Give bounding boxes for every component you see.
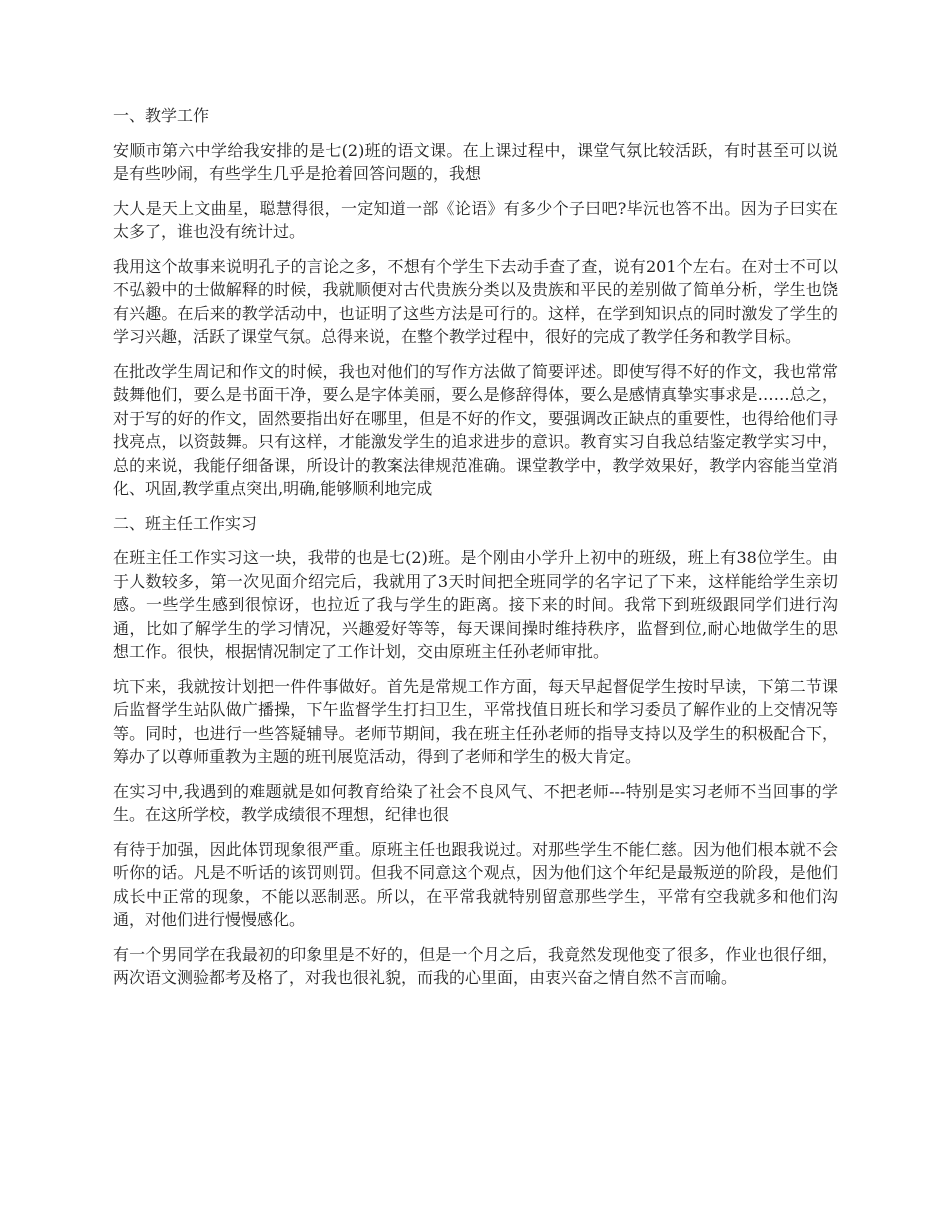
paragraph: 在批改学生周记和作文的时候，我也对他们的写作方法做了简要评述。即使写得不好的作文，我也常常鼓舞他们，要么是书面干净，要么是字体美丽，要么是修辞得体，要么是感情真挚实事求是……总之，对于写的好的作文，固然要指出好在哪里，但是不好的作文，要强调改正缺点的重要性，也得给他们寻找亮点，以资鼓舞。只有这样，才能激发学生的追求进步的意识。教育实习自我总结鉴定教学实习中，总的来说，我能仔细备课，所设计的教案法律规范准确。课堂教学中，教学效果好，教学内容能当堂消化、巩固,教学重点突出,明确,能够顺利地完成 <box>113 361 838 498</box>
paragraph: 有待于加强，因此体罚现象很严重。原班主任也跟我说过。对那些学生不能仁慈。因为他们根本就不会听你的话。凡是不听话的该罚则罚。但我不同意这个观点，因为他们这个年纪是最叛逆的阶段，是他们成长中正常的现象，不能以恶制恶。所以，在平常我就特别留意那些学生，平常有空我就多和他们沟通，对他们进行慢慢感化。 <box>113 839 838 929</box>
paragraph: 大人是天上文曲星，聪慧得很，一定知道一部《论语》有多少个子曰吧?毕沅也答不出。因为子曰实在太多了，谁也没有统计过。 <box>113 198 838 241</box>
paragraph: 我用这个故事来说明孔子的言论之多，不想有个学生下去动手查了查，说有201个左右。在对士不可以不弘毅中的士做解释的时候，我就顺便对古代贵族分类以及贵族和平民的差别做了简单分析，学生也饶有兴趣。在后来的教学活动中，也证明了这些方法是可行的。这样，在学到知识点的同时激发了学生的学习兴趣，活跃了课堂气氛。总得来说，在整个教学过程中，很好的完成了教学任务和教学目标。 <box>113 256 838 346</box>
paragraph: 安顺市第六中学给我安排的是七(2)班的语文课。在上课过程中，课堂气氛比较活跃，有时甚至可以说是有些吵闹，有些学生几乎是抢着回答问题的，我想 <box>113 140 838 183</box>
section-heading-class-teacher: 二、班主任工作实习 <box>113 513 258 533</box>
paragraph: 有一个男同学在我最初的印象里是不好的，但是一个月之后，我竟然发现他变了很多，作业也很仔细，两次语文测验都考及格了，对我也很礼貌，而我的心里面，由衷兴奋之情自然不言而喻。 <box>113 944 838 987</box>
paragraph: 在实习中,我遇到的难题就是如何教育给染了社会不良风气、不把老师---特别是实习老师不当回事的学生。在这所学校，教学成绩很不理想，纪律也很 <box>113 781 838 824</box>
document-body <box>113 104 838 1001</box>
section-heading-teaching: 一、教学工作 <box>113 106 210 125</box>
paragraph: 在班主任工作实习这一块，我带的也是七(2)班。是个刚由小学升上初中的班级，班上有38位学生。由于人数较多，第一次见面介绍完后，我就用了3天时间把全班同学的名字记了下来，这样能给学生亲切感。一些学生感到很惊讶，也拉近了我与学生的距离。接下来的时间。我常下到班级跟同学们进行沟通，比如了解学生的学习情况，兴趣爱好等等，每天课间操时维持秩序，监督到位,耐心地做学生的思想工作。很快，根据情况制定了工作计划，交由原班主任孙老师审批。 <box>113 548 838 661</box>
paragraph: 坑下来，我就按计划把一件件事做好。首先是常规工作方面，每天早起督促学生按时早读，下第二节课后监督学生站队做广播操，下午监督学生打扫卫生，平常找值日班长和学习委员了解作业的上交情况等等。同时，也进行一些答疑辅导。老师节期间，我在班主任孙老师的指导支持以及学生的积极配合下，筹办了以尊师重教为主题的班刊展览活动，得到了老师和学生的极大肯定。 <box>113 676 838 766</box>
